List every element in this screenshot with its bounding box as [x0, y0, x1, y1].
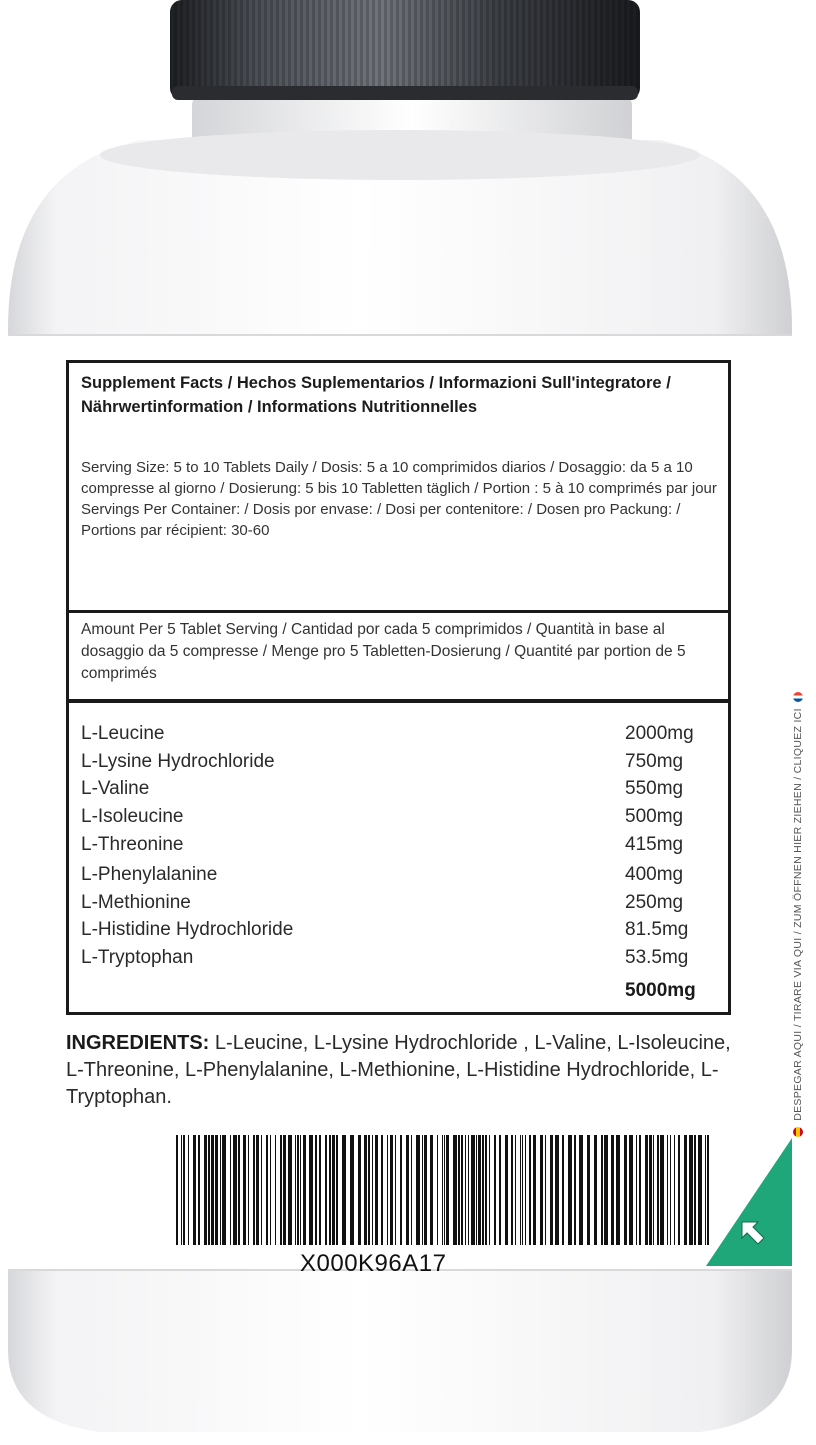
- nutrient-amount: 250mg: [625, 892, 684, 913]
- serving-info: Serving Size: 5 to 10 Tablets Daily / Dosis: 5 a 10 comprimidos diarios / Dosaggio: da 5 a 10 compresse al giorno / Dosierung: 5 bis 10 Tabletten täglich / Portion : 5 à 10 comprimés par jour Servings Per Container: / Dosis por envase: / Dosi per contenitore: / Dosen pro Packung: / Portions par récipient: 30-60: [81, 459, 717, 539]
- nutrient-row: [81, 919, 711, 947]
- total-amount: 5000mg: [625, 980, 696, 1001]
- ingredients-statement: [66, 1030, 746, 1111]
- nutrient-amount: 400mg: [625, 864, 684, 885]
- nutrient-row: [81, 864, 711, 892]
- ingredients-label: INGREDIENTS:: [66, 1032, 210, 1054]
- ingredients-text: L-Leucine, L-Lysine Hydrochloride , L-Valine, L-Isoleucine, L-Threonine, L-Phenylalanine, L-Methionine, L-Histidine Hydrochloride, L-Tryptophan.: [66, 1032, 731, 1108]
- nutrient-name: L-Histidine Hydrochloride: [81, 919, 294, 940]
- nutrient-row: [81, 947, 711, 975]
- nutrient-name: L-Methionine: [81, 892, 191, 913]
- amount-per-serving: Amount Per 5 Tablet Serving / Cantidad por cada 5 comprimidos / Quantità in base al dosaggio da 5 compresse / Menge pro 5 Tabletten-Dosierung / Quantité par portion de 5 comprimés: [81, 621, 686, 682]
- nutrient-row: [81, 751, 711, 779]
- nutrient-row: [81, 778, 711, 806]
- divider-thick: [69, 699, 728, 703]
- nutrient-name: L-Valine: [81, 778, 150, 799]
- nutrient-name: L-Isoleucine: [81, 806, 184, 827]
- nutrient-amount: 2000mg: [625, 723, 694, 744]
- nutrient-name: L-Lysine Hydrochloride: [81, 751, 275, 772]
- nutrient-name: L-Phenylalanine: [81, 864, 218, 885]
- supplement-facts-panel: [66, 360, 731, 1015]
- nutrient-amount: 550mg: [625, 778, 684, 799]
- nutrient-row: [81, 806, 711, 834]
- barcode-number: X000K96A17: [300, 1250, 447, 1277]
- nutrient-row: [81, 723, 711, 751]
- facts-title: Supplement Facts / Hechos Suplementarios / Informazioni Sull'integratore / Nährwertinformation / Informations Nutritionnelles: [81, 374, 671, 416]
- nutrient-row: [81, 892, 711, 920]
- peel-instructions: [792, 340, 816, 1140]
- peel-text: DESPEGAR AQUI / TIRARE VIA QUI / ZUM ÖFFNEN HIER ZIEHEN / CLIQUEZ ICI: [792, 708, 804, 1121]
- nutrient-name: L-Tryptophan: [81, 947, 194, 968]
- flag-es-icon: [793, 1127, 803, 1137]
- divider: [69, 610, 728, 613]
- nutrient-amount: 81.5mg: [625, 919, 689, 940]
- nutrient-amount: 750mg: [625, 751, 684, 772]
- flag-fr-icon: [793, 692, 803, 702]
- nutrient-row: [81, 834, 711, 862]
- nutrient-amount: 500mg: [625, 806, 684, 827]
- nutrient-name: L-Threonine: [81, 834, 184, 855]
- nutrient-name: L-Leucine: [81, 723, 165, 744]
- nutrient-amount: 415mg: [625, 834, 684, 855]
- nutrient-amount: 53.5mg: [625, 947, 689, 968]
